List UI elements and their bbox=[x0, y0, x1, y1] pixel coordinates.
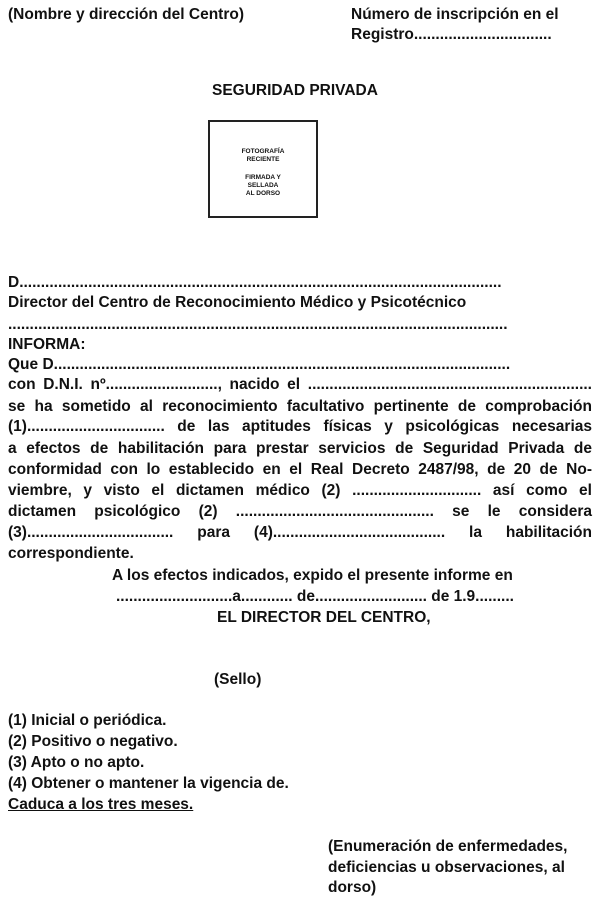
body-line: se ha sometido al reconocimiento facultativo pertinente de comprobación bbox=[8, 398, 592, 415]
photo-text: FOTOGRAFÍA bbox=[241, 148, 285, 155]
director-name-field: D................................................................................................................ bbox=[8, 274, 502, 291]
body-text: viembre, y visto el dictamen médico (2) bbox=[8, 482, 341, 499]
body-text: así como el bbox=[492, 482, 592, 499]
note-item: (3) Apto o no apto. bbox=[8, 754, 145, 771]
body-text: se le considera bbox=[452, 503, 592, 520]
director-signature: EL DIRECTOR DEL CENTRO, bbox=[217, 609, 431, 626]
document-title: SEGURIDAD PRIVADA bbox=[212, 82, 378, 99]
photo-text: AL DORSO bbox=[245, 190, 281, 197]
note-item: (2) Positivo o negativo. bbox=[8, 733, 178, 750]
director-role: Director del Centro de Reconocimiento Médico y Psicotécnico bbox=[8, 294, 467, 311]
note-item: (1) Inicial o periódica. bbox=[8, 712, 167, 729]
body-text: la habilitación bbox=[469, 524, 592, 541]
person-name-field: Que D.......................................................................................................... bbox=[8, 356, 511, 373]
dni-text: con D.N.I. nº.........................., nacido el bbox=[8, 376, 301, 393]
body-line bbox=[8, 524, 592, 542]
body-line bbox=[8, 418, 592, 436]
field-4: para (4)........................................ bbox=[197, 524, 446, 541]
body-line: correspondiente. bbox=[8, 545, 134, 562]
registry-number-field: Registro................................ bbox=[351, 26, 552, 43]
note-item: (4) Obtener o mantener la vigencia de. bbox=[8, 775, 289, 792]
expiry-text: Caduca a los tres meses. bbox=[8, 796, 194, 813]
field-3: (3).................................. bbox=[8, 524, 174, 541]
dni-line bbox=[8, 376, 592, 394]
photo-placeholder-box bbox=[208, 120, 318, 218]
issuance-line: A los efectos indicados, expido el presente informe en bbox=[112, 567, 513, 584]
photo-text: SELLADA bbox=[247, 182, 279, 189]
body-line bbox=[8, 482, 592, 500]
place-date-field: ...........................a............ de.......................... de 1.9......... bbox=[116, 588, 514, 605]
field-2-psych: .............................................. bbox=[235, 503, 434, 520]
blank-dotted-line: .................................................................................................................... bbox=[8, 316, 508, 333]
field-1: (1)................................ bbox=[8, 418, 165, 435]
body-line: a efectos de habilitación para prestar servicios de Seguridad Privada de bbox=[8, 440, 592, 457]
footer-note: (Enumeración de enfermedades, bbox=[328, 838, 568, 855]
center-name-placeholder: (Nombre y dirección del Centro) bbox=[8, 6, 244, 23]
body-text: dictamen psicológico (2) bbox=[8, 503, 218, 520]
photo-text: FIRMADA Y bbox=[245, 174, 281, 181]
expiry-note bbox=[8, 796, 193, 814]
informa-heading: INFORMA: bbox=[8, 336, 86, 353]
birth-field: .................................................................. bbox=[307, 376, 592, 393]
footer-note: deficiencias u observaciones, al bbox=[328, 859, 565, 876]
photo-text: RECIENTE bbox=[246, 156, 280, 163]
registry-number-label: Número de inscripción en el bbox=[351, 6, 559, 23]
footer-note: dorso) bbox=[328, 879, 377, 896]
field-2-medical: .............................. bbox=[352, 482, 482, 499]
body-line: conformidad con lo establecido en el Real Decreto 2487/98, de 20 de No- bbox=[8, 461, 592, 478]
seal-placeholder: (Sello) bbox=[214, 671, 262, 688]
body-text: de las aptitudes físicas y psicológicas necesarias bbox=[177, 418, 592, 435]
body-line bbox=[8, 503, 592, 521]
